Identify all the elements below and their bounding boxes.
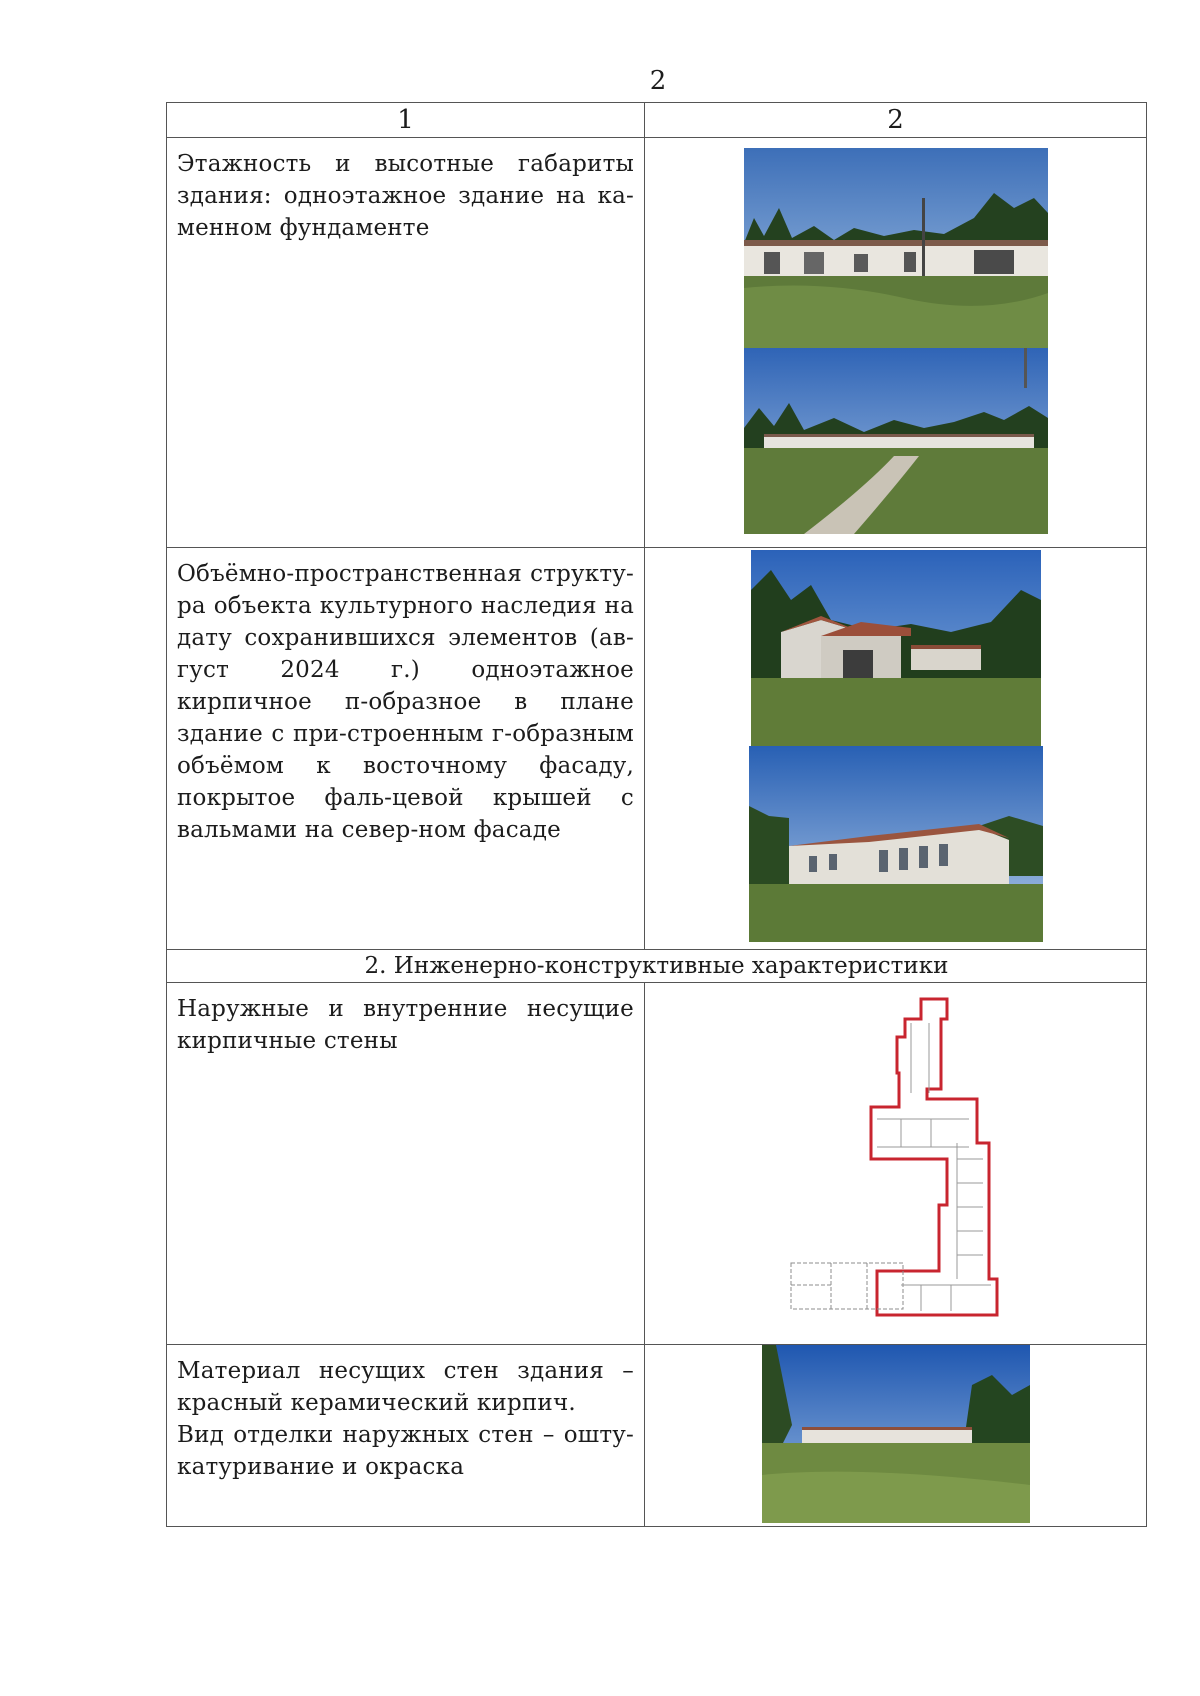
section-header-row bbox=[167, 950, 1147, 983]
table-row bbox=[167, 983, 1147, 1345]
photo-building-side-facade bbox=[749, 746, 1043, 942]
photo-building-facade bbox=[744, 148, 1048, 348]
characteristics-table bbox=[166, 102, 1147, 1527]
row-description: Этажность и высотные габариты здания: одноэтажное здание на ка-менном фундаменте bbox=[177, 151, 634, 241]
column-header-2: 2 bbox=[645, 103, 1147, 138]
row-description: Объёмно-пространственная структу-ра объекта культурного наследия на дату сохранившихся элементов (ав-густ 2024 г.) одноэтажное кирпичное п-образное в плане здание с при-строенным г-образным объёмом к восточному фасаду, покрытое фаль-цевой крышей с вальмами на север-ном фасаде bbox=[177, 561, 634, 843]
photo-building-corner bbox=[751, 550, 1041, 746]
table-header-row bbox=[167, 103, 1147, 138]
photo-group bbox=[645, 1345, 1146, 1523]
section-title: 2. Инженерно-конструктивные характеристики bbox=[167, 950, 1147, 983]
page-number: 2 bbox=[649, 66, 667, 96]
row-description: Наружные и внутренние несущие кирпичные стены bbox=[177, 996, 634, 1054]
column-header-1: 1 bbox=[167, 103, 645, 138]
table-row bbox=[167, 138, 1147, 548]
wall-finish-line: Вид отделки наружных стен – ошту-катуривание и окраска bbox=[177, 1422, 634, 1480]
wall-material-line: Материал несущих стен здания – красный керамический кирпич. bbox=[177, 1358, 634, 1416]
photo-group bbox=[645, 138, 1146, 534]
floor-plan-drawing bbox=[771, 993, 1021, 1337]
row-description bbox=[167, 1345, 644, 1483]
photo-group bbox=[645, 548, 1146, 942]
table-row bbox=[167, 1345, 1147, 1527]
photo-building-distant bbox=[762, 1345, 1030, 1523]
photo-building-road bbox=[744, 348, 1048, 534]
floor-plan-wrap bbox=[645, 983, 1146, 1337]
table-row bbox=[167, 548, 1147, 950]
